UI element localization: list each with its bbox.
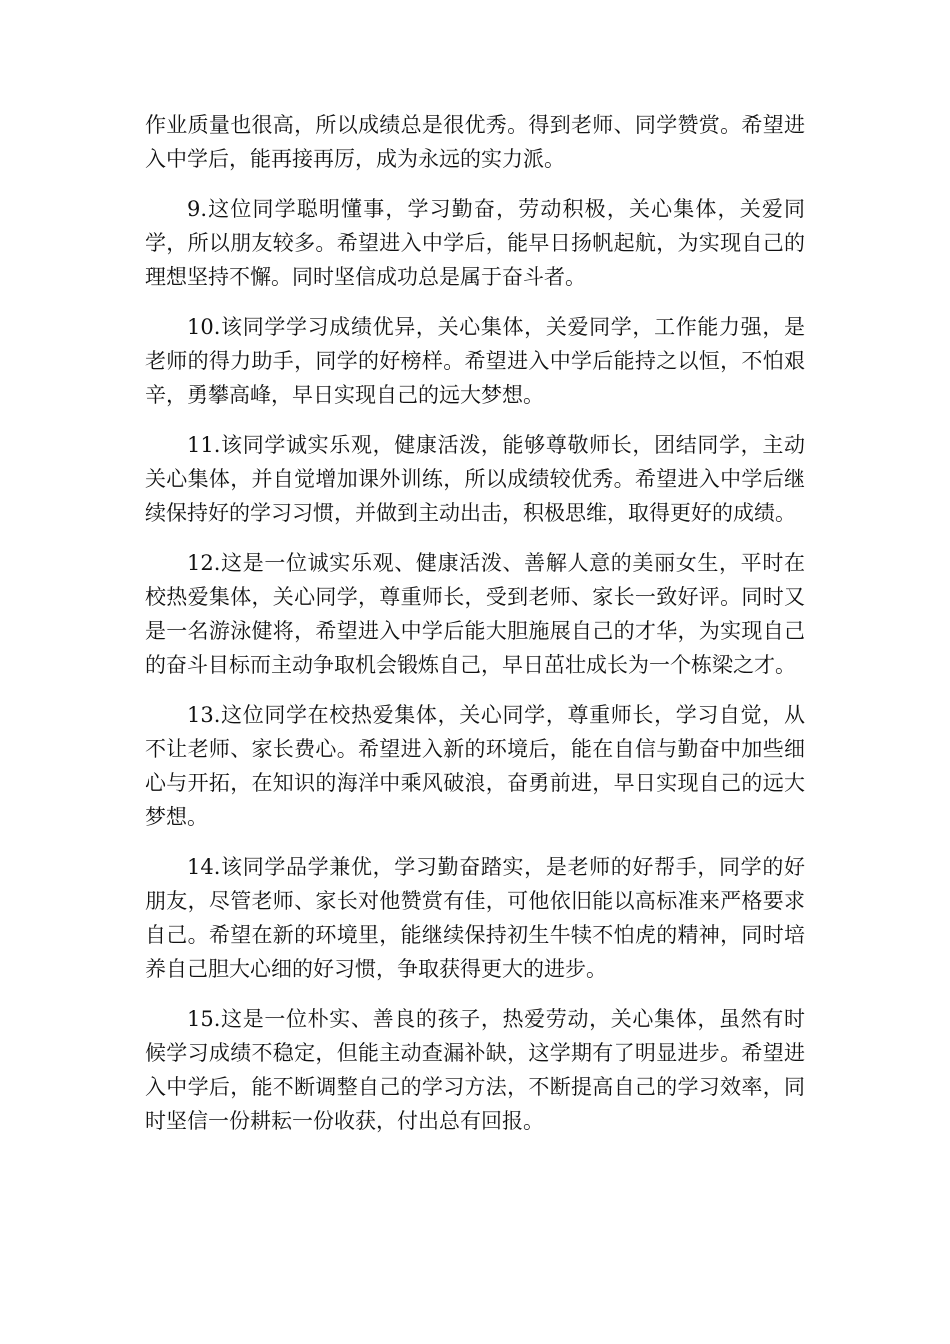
paragraph-item-11: 11.该同学诚实乐观，健康活泼，能够尊敬师长，团结同学，主动关心集体，并自觉增加课外训练，所以成绩较优秀。希望进入中学后继续保持好的学习习惯，并做到主动出击，积极思维，取得更好的成绩。 <box>145 433 805 525</box>
paragraph-item-12: 12.这是一位诚实乐观、健康活泼、善解人意的美丽女生，平时在校热爱集体，关心同学，尊重师长，受到老师、家长一致好评。同时又是一名游泳健将，希望进入中学后能大胆施展自己的才华，为实现自己的奋斗目标而主动争取机会锻炼自己，早日茁壮成长为一个栋梁之才。 <box>145 551 805 677</box>
paragraph-item-13: 13.这位同学在校热爱集体，关心同学，尊重师长，学习自觉，从不让老师、家长费心。希望进入新的环境后，能在自信与勤奋中加些细心与开拓，在知识的海洋中乘风破浪，奋勇前进，早日实现自己的远大梦想。 <box>145 703 805 829</box>
paragraph-continuation: 作业质量也很高，所以成绩总是很优秀。得到老师、同学赞赏。希望进入中学后，能再接再厉，成为永远的实力派。 <box>145 113 805 171</box>
paragraph-item-9: 9.这位同学聪明懂事，学习勤奋，劳动积极，关心集体，关爱同学，所以朋友较多。希望进入中学后，能早日扬帆起航，为实现自己的理想坚持不懈。同时坚信成功总是属于奋斗者。 <box>145 197 805 289</box>
paragraph-item-14: 14.该同学品学兼优，学习勤奋踏实，是老师的好帮手，同学的好朋友，尽管老师、家长对他赞赏有佳，可他依旧能以高标准来严格要求自己。希望在新的环境里，能继续保持初生牛犊不怕虎的精神，同时培养自己胆大心细的好习惯，争取获得更大的进步。 <box>145 855 805 981</box>
document-body <box>145 108 805 1154</box>
paragraph-item-10: 10.该同学学习成绩优异，关心集体，关爱同学，工作能力强，是老师的得力助手，同学的好榜样。希望进入中学后能持之以恒，不怕艰辛，勇攀高峰，早日实现自己的远大梦想。 <box>145 315 805 407</box>
paragraph-item-15: 15.这是一位朴实、善良的孩子，热爱劳动，关心集体，虽然有时候学习成绩不稳定，但能主动查漏补缺，这学期有了明显进步。希望进入中学后，能不断调整自己的学习方法，不断提高自己的学习效率，同时坚信一份耕耘一份收获，付出总有回报。 <box>145 1007 805 1133</box>
